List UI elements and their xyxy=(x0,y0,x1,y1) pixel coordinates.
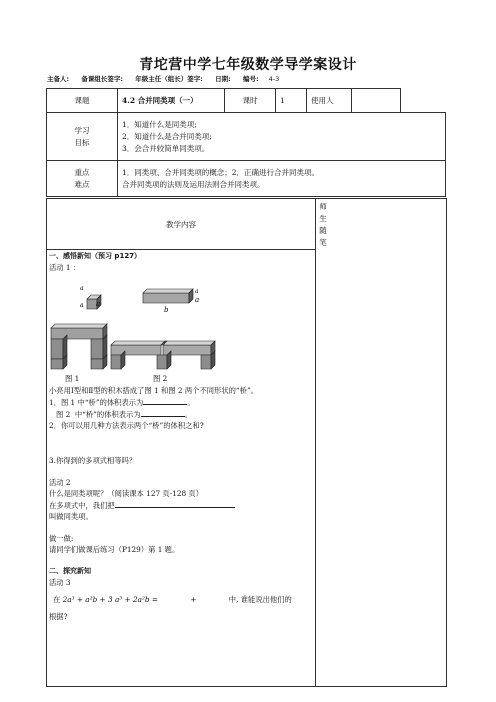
author-label: 主备人: xyxy=(47,75,70,83)
activity-2-line-1: 什么是同类项呢？（阅读课本 127 页-128 页） xyxy=(49,489,204,498)
cube-label-a-side: a xyxy=(96,300,101,308)
cube-label-a: a xyxy=(80,302,84,309)
answer-blank[interactable] xyxy=(143,396,187,405)
content-body xyxy=(49,251,311,622)
goals-label-2: 目标 xyxy=(74,137,90,147)
answer-blank[interactable] xyxy=(141,408,185,417)
row-divider xyxy=(47,249,315,250)
number-value: 4-3 xyxy=(268,75,280,83)
figure-2-caption: 图 2 xyxy=(153,374,168,383)
lesson-header-table xyxy=(46,88,446,197)
long-block-icon xyxy=(143,289,193,303)
practice-label: 做一做: xyxy=(49,534,74,543)
key-label-2: 难点 xyxy=(74,179,90,189)
key-label-1: 重点 xyxy=(74,167,90,177)
section-2-heading: 二、探究新知 xyxy=(49,567,91,575)
goals-label-1: 学习 xyxy=(74,125,90,135)
goal-item: 1．知道什么是同类项; xyxy=(122,119,197,129)
content-heading: 教学内容 xyxy=(166,220,196,229)
key-label-cell xyxy=(47,161,118,197)
topic-value-cell: 4.2 合并同类项（一） xyxy=(118,89,225,113)
user-label-cell: 使用人 xyxy=(307,89,352,113)
topic-label-cell: 课题 xyxy=(47,89,118,113)
practice-line: 请同学们做课后练习（P129）第 1 题。 xyxy=(49,545,180,554)
figure-1-caption: 图 1 xyxy=(65,374,80,383)
activity-2-label: 活动 2 xyxy=(49,478,71,487)
key-point-item: 1．同类项、合并同类项的概念；2．正确进行合并同类项。 xyxy=(122,167,320,177)
activity-3-question: 在 2a³ + a²b + 3 a³ + 2a²b = + 中, 谁能说出他们的 xyxy=(53,595,292,604)
goals-label-cell xyxy=(47,113,118,161)
long-block-label-b: b xyxy=(164,306,169,314)
page-title: 青坨营中学七年级数学导学案设计 xyxy=(139,57,357,73)
hours-value-cell: 1 xyxy=(276,89,307,113)
key-point-item: 合并同类项的法则及运用法则合并同类项。 xyxy=(122,179,265,189)
hours-label-cell: 课时 xyxy=(225,89,276,113)
question-2: 2．你可以用几种方法表示两个“桥”的体积之和? xyxy=(49,421,204,430)
header-blank-cell xyxy=(401,89,446,113)
activity-2-line-2: 在多项式中，我们把 xyxy=(49,499,311,511)
side-note-char: 随 xyxy=(319,226,327,235)
goal-item: 3．会合并较简单同类项。 xyxy=(122,143,210,153)
figure-2-bridge xyxy=(111,341,215,369)
definition-blank[interactable] xyxy=(115,499,235,508)
user-value-cell xyxy=(352,89,401,113)
number-label: 编号: xyxy=(243,75,259,83)
goal-item: 2．知道什么是合并同类项; xyxy=(122,131,212,141)
group-leader-label: 备课组长签字: xyxy=(81,75,123,83)
meta-line xyxy=(47,74,467,83)
figure-1-bridge xyxy=(51,324,107,369)
long-block-label-a-side: a xyxy=(195,296,200,304)
key-points-cell xyxy=(118,161,446,197)
side-note-char: 生 xyxy=(319,214,327,223)
side-notes-column xyxy=(317,201,329,249)
content-table xyxy=(46,198,447,687)
long-block-label-a-top: a xyxy=(195,288,199,295)
question-1a: 1．图 1 中“桥”的体积表示为 。 xyxy=(49,398,195,407)
goals-cell xyxy=(118,113,446,161)
activity-2-line-3: 叫做同类项。 xyxy=(49,512,93,521)
side-note-char: 师 xyxy=(319,202,327,211)
activity-1-label: 活动 1 ： xyxy=(49,263,81,272)
activity-3-end: 根据? xyxy=(49,612,68,621)
math-expression: 2a³ + a²b + 3 a³ + 2a²b = xyxy=(62,595,159,604)
side-note-char: 笔 xyxy=(319,238,327,247)
question-3: 3.你得到的多项式相等吗？ xyxy=(49,456,137,465)
column-divider xyxy=(315,199,316,686)
cube-label-a-top: a xyxy=(80,285,84,292)
activity-3-label: 活动 3 xyxy=(49,578,71,587)
intro-paragraph: 小亮用Ⅰ型和Ⅱ型的积木搭成了图 1 和图 2 两个不同形状的“桥”。 xyxy=(49,386,258,395)
bridge-figures xyxy=(49,273,311,383)
grade-leader-label: 年级主任（组长）签字: xyxy=(135,75,203,83)
question-1b: 图 2 中“桥”的体积表示为 。 xyxy=(49,410,192,419)
section-1-heading: 一、感悟新知（预习 p127） xyxy=(49,252,142,260)
date-label: 日期: xyxy=(215,75,231,83)
